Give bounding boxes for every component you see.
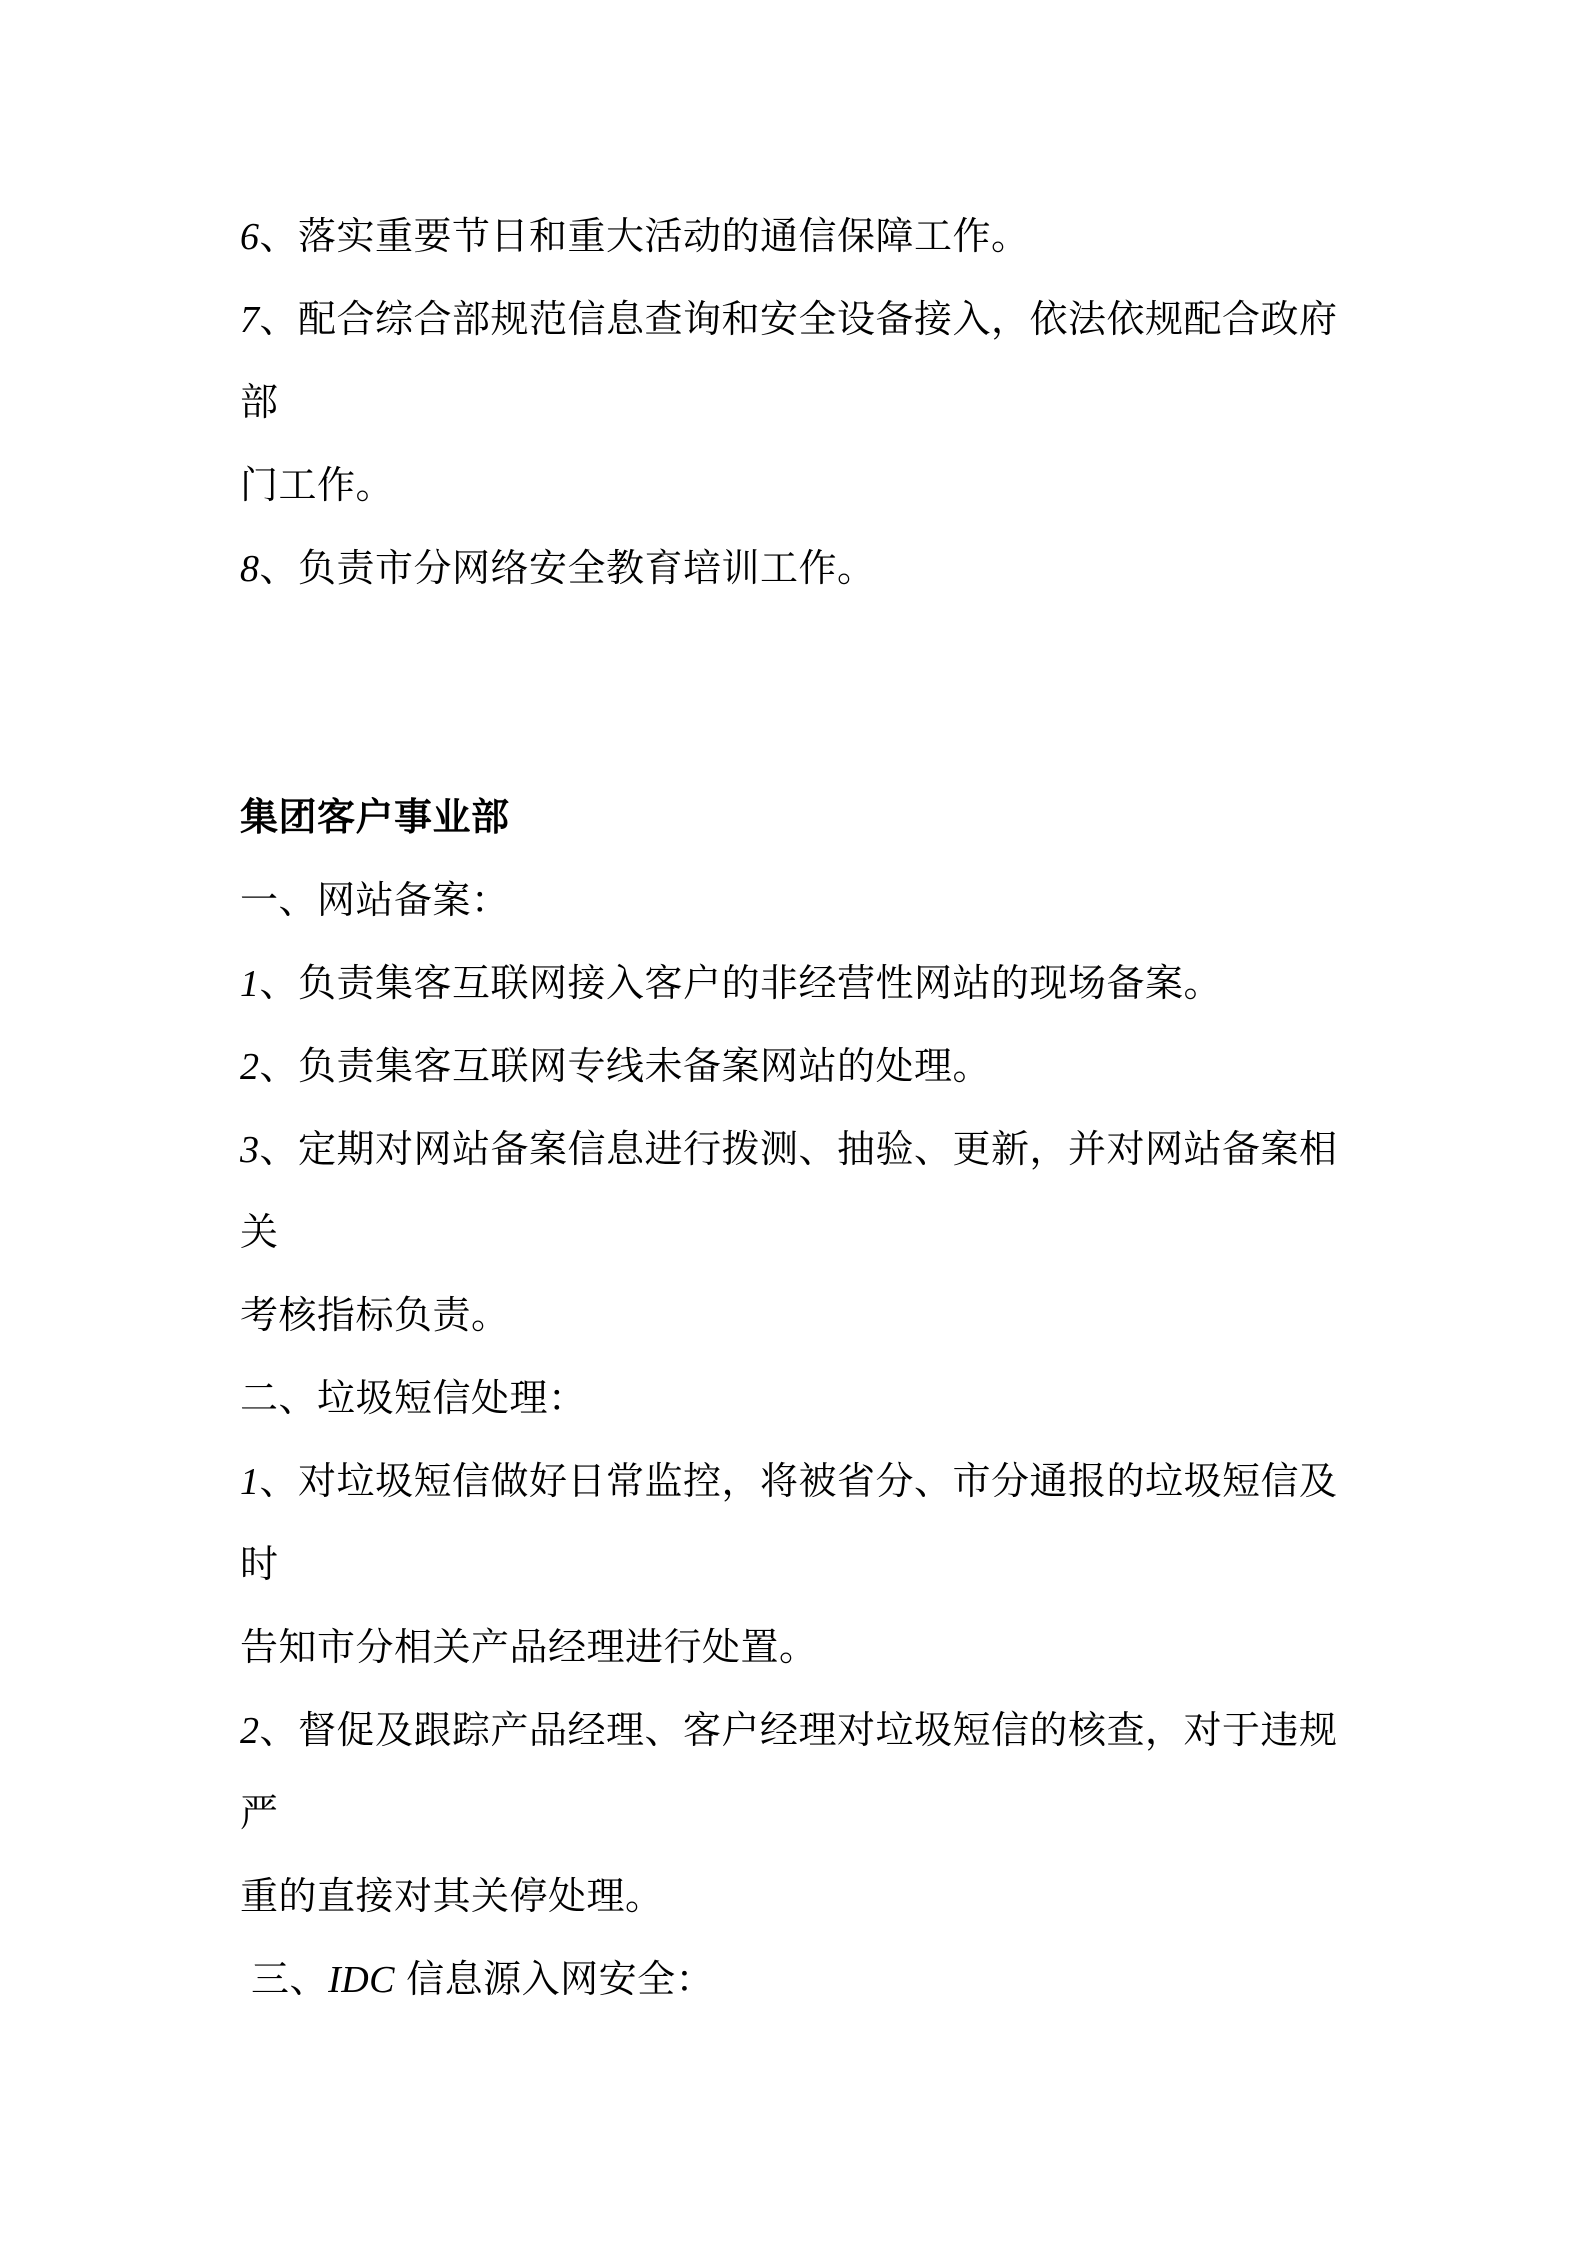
section-heading bbox=[240, 777, 1440, 860]
latin-text: 7 bbox=[240, 299, 260, 341]
cjk-text: 、落实重要节日和重大活动的通信保障工作。 bbox=[259, 216, 1030, 258]
cjk-text: 、对垃圾短信做好日常监控，将被省分、市分通报的垃圾短信及 bbox=[259, 1461, 1338, 1503]
cjk-text: 部 bbox=[240, 382, 279, 424]
latin-text: 3 bbox=[240, 1129, 260, 1171]
cjk-text: 、负责集客互联网接入客户的非经营性网站的现场备案。 bbox=[259, 963, 1223, 1005]
paragraph bbox=[240, 196, 1440, 279]
cjk-text: 告知市分相关产品经理进行处置。 bbox=[240, 1627, 818, 1669]
paragraph bbox=[240, 362, 1440, 445]
paragraph bbox=[240, 1358, 1440, 1441]
paragraph bbox=[240, 279, 1440, 362]
cjk-text: 二、垃圾短信处理： bbox=[240, 1378, 587, 1420]
cjk-text: 一、网站备案： bbox=[240, 880, 510, 922]
paragraph bbox=[240, 1441, 1440, 1524]
paragraph bbox=[240, 528, 1440, 611]
latin-text: 2 bbox=[240, 1710, 260, 1752]
cjk-text: 考核指标负责。 bbox=[240, 1295, 510, 1337]
paragraph bbox=[240, 1275, 1440, 1358]
blank-line bbox=[240, 694, 1440, 777]
latin-text: 2 bbox=[240, 1046, 260, 1088]
latin-text: 6 bbox=[240, 216, 260, 258]
cjk-text: 关 bbox=[240, 1212, 279, 1254]
paragraph bbox=[240, 1607, 1440, 1690]
paragraph bbox=[240, 1939, 1440, 2022]
cjk-text: 时 bbox=[240, 1544, 279, 1586]
cjk-text: 、定期对网站备案信息进行拨测、抽验、更新，并对网站备案相 bbox=[259, 1129, 1338, 1171]
cjk-text: 、负责集客互联网专线未备案网站的处理。 bbox=[259, 1046, 992, 1088]
cjk-text: 门工作。 bbox=[240, 465, 395, 507]
cjk-text: 重的直接对其关停处理。 bbox=[240, 1876, 664, 1918]
cjk-text: 、负责市分网络安全教育培训工作。 bbox=[259, 548, 876, 590]
paragraph bbox=[240, 943, 1440, 1026]
paragraph bbox=[240, 1856, 1440, 1939]
latin-text: 1 bbox=[240, 963, 260, 1005]
latin-text: IDC bbox=[328, 1959, 396, 2001]
paragraph bbox=[240, 1773, 1440, 1856]
paragraph bbox=[240, 1524, 1440, 1607]
cjk-text: 严 bbox=[240, 1793, 279, 1835]
paragraph bbox=[240, 1026, 1440, 1109]
blank-line bbox=[240, 611, 1440, 694]
cjk-text: 集团客户事业部 bbox=[240, 797, 510, 839]
cjk-text: 三、 bbox=[240, 1959, 329, 2001]
latin-text: 1 bbox=[240, 1461, 260, 1503]
paragraph bbox=[240, 1109, 1440, 1192]
document-body bbox=[240, 196, 1440, 2022]
cjk-text: 、配合综合部规范信息查询和安全设备接入，依法依规配合政府 bbox=[259, 299, 1338, 341]
paragraph bbox=[240, 445, 1440, 528]
cjk-text: 、督促及跟踪产品经理、客户经理对垃圾短信的核查，对于违规 bbox=[259, 1710, 1338, 1752]
paragraph bbox=[240, 860, 1440, 943]
latin-text: 8 bbox=[240, 548, 260, 590]
cjk-text: 信息源入网安全： bbox=[395, 1959, 715, 2001]
paragraph bbox=[240, 1192, 1440, 1275]
paragraph bbox=[240, 1690, 1440, 1773]
